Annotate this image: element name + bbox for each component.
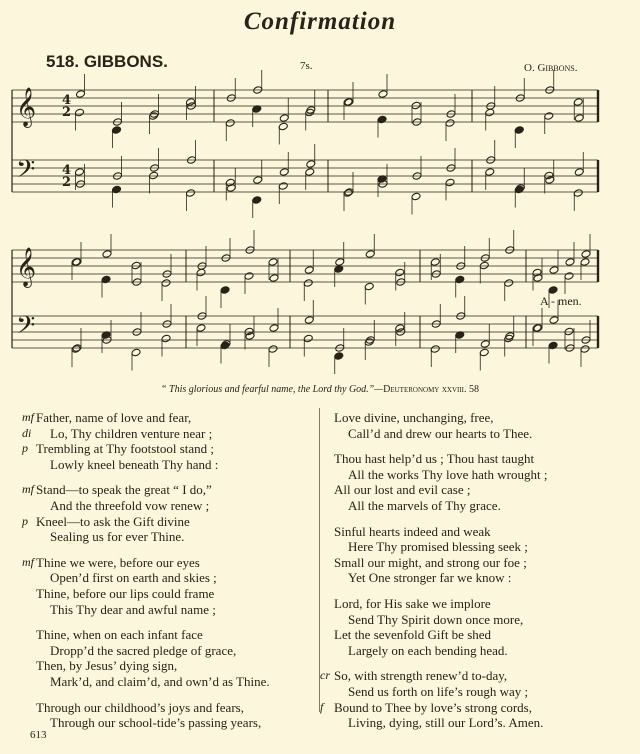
verse-text: Kneel—to ask the Gift divine — [36, 513, 190, 529]
note-head — [269, 274, 279, 283]
verse-line — [320, 426, 547, 442]
note-head — [573, 98, 583, 107]
verse-line — [22, 529, 270, 545]
verse-text: Stand—to speak the great “ I do,” — [36, 482, 212, 498]
verse-line — [320, 596, 547, 612]
verse-text: Father, name of love and fear, — [36, 410, 192, 425]
note-head — [278, 182, 288, 191]
note-head — [196, 268, 206, 277]
note-head — [196, 324, 206, 333]
verse-line — [320, 482, 547, 498]
note-head — [514, 126, 524, 135]
note-head — [305, 168, 315, 177]
note-head — [580, 258, 590, 267]
note-head — [411, 192, 421, 201]
note-head — [335, 258, 345, 267]
note-head — [455, 275, 465, 284]
verse-line — [22, 658, 270, 674]
verse-line — [22, 410, 270, 426]
note-head — [131, 348, 141, 357]
verse-line — [320, 555, 547, 571]
caption-quote: “ This glorious and fearful name, the Lord thy God.”— — [160, 384, 384, 395]
verse-text: So, with strength renew’d to-day, — [334, 668, 508, 684]
note-head — [480, 340, 490, 349]
verse-line — [320, 627, 547, 643]
verse-text: Here Thy promised blessing seek ; — [348, 539, 528, 555]
note-head — [411, 101, 421, 110]
note-head — [479, 348, 489, 357]
verse-line — [320, 467, 547, 483]
verse-text: Let the sevenfold Gift be shed — [334, 627, 492, 643]
note-head — [573, 189, 583, 198]
note-head — [549, 266, 559, 275]
amen-lyric: A - men. — [540, 294, 582, 308]
note-head — [565, 258, 575, 267]
verse-line — [320, 524, 547, 540]
note-head — [112, 126, 122, 135]
verses-right-column — [320, 410, 547, 741]
scripture-caption — [0, 384, 640, 395]
verse-line — [22, 643, 270, 659]
note-head — [253, 176, 263, 185]
time-signature-digit: 2 — [62, 175, 72, 190]
verse-text: All our lost and evil case ; — [334, 482, 471, 498]
note-head — [574, 114, 584, 123]
note-head — [149, 171, 159, 180]
verse-text: Thine, before our lips could frame — [36, 585, 215, 601]
verse-line — [320, 539, 547, 555]
note-head — [574, 168, 584, 177]
verse-text: All the works Thy love hath wrought ; — [348, 466, 548, 482]
note-head — [268, 258, 278, 267]
note-head — [252, 196, 262, 205]
tune-name: GIBBONS. — [83, 52, 168, 71]
note-head — [220, 286, 230, 295]
stanza — [22, 555, 270, 617]
hymn-number: 518. — [46, 52, 80, 71]
stanza — [320, 668, 547, 730]
verse-text: Yet One stronger far we know : — [348, 570, 512, 586]
verse-text: Call’d and drew our hearts to Thee. — [348, 425, 533, 441]
note-head — [544, 171, 554, 180]
note-head — [548, 286, 558, 295]
note-head — [225, 119, 235, 128]
page-title: Confirmation — [243, 8, 397, 35]
dynamic-mark: mf — [22, 410, 34, 424]
note-head — [306, 160, 316, 169]
dynamic-mark: mf — [22, 482, 34, 497]
note-head — [430, 345, 440, 354]
time-signature-digit: 2 — [62, 105, 72, 120]
note-head — [268, 345, 278, 354]
verse-text: Love divine, unchanging, free, — [334, 410, 494, 425]
dynamic-mark: cr — [320, 668, 330, 683]
verse-text: Send us forth on life’s rough way ; — [348, 683, 529, 699]
note-head — [220, 341, 230, 350]
dynamic-mark: p — [22, 513, 28, 528]
verse-line — [320, 570, 547, 586]
note-head — [75, 168, 85, 177]
note-head — [279, 114, 289, 123]
verse-line — [22, 586, 270, 602]
verse-line — [22, 674, 270, 690]
note-head — [75, 108, 85, 117]
verse-line — [22, 514, 270, 530]
note-head — [278, 122, 288, 131]
verse-text: Living, dying, still our Lord’s. Amen. — [348, 715, 544, 731]
note-head — [304, 266, 314, 275]
verse-text: Bound to Thee by love’s strong cords, — [334, 699, 532, 715]
note-head — [244, 327, 254, 336]
verse-text: Lo, Thy children venture near ; — [50, 425, 213, 441]
note-head — [378, 90, 388, 99]
verse-line — [320, 668, 547, 684]
note-head — [245, 332, 255, 341]
verse-line — [320, 700, 547, 716]
verse-text: Lowly kneel beneath Thy hand : — [50, 456, 219, 472]
stanza — [320, 451, 547, 513]
verse-line — [22, 602, 270, 618]
verse-text: Lord, for His sake we implore — [334, 595, 491, 611]
note-head — [430, 258, 440, 267]
note-head — [445, 178, 455, 187]
stanza — [320, 596, 547, 658]
verse-text: Sealing us for ever Thine. — [50, 529, 185, 545]
verse-text: Thine, when on each infant face — [36, 627, 203, 643]
note-head — [564, 272, 574, 281]
note-head — [365, 250, 375, 259]
verse-text: Thine we were, before our eyes — [36, 554, 200, 570]
stanza — [22, 482, 270, 544]
verse-text: Largely on each bending head. — [348, 642, 508, 658]
note-head — [564, 327, 574, 336]
verses-left-column — [22, 410, 270, 741]
verse-line — [320, 715, 547, 731]
verse-line — [22, 482, 270, 498]
verse-line — [320, 410, 547, 426]
verse-line — [22, 426, 270, 442]
stanza — [22, 410, 270, 472]
note-head — [548, 341, 558, 350]
note-head — [479, 261, 489, 270]
verse-line — [22, 627, 270, 643]
note-head — [131, 261, 141, 270]
note-head — [304, 316, 314, 325]
note-head — [364, 282, 374, 291]
composer: O. Gibbons. — [524, 62, 578, 74]
note-head — [76, 90, 86, 99]
meter: 7s. — [300, 60, 313, 72]
note-head — [549, 316, 559, 325]
verse-line — [22, 498, 270, 514]
time-signature-digit: 4 — [62, 163, 72, 178]
note-head — [303, 334, 313, 343]
stanza — [22, 700, 270, 731]
page-number: 613 — [30, 729, 47, 741]
note-head — [161, 279, 171, 288]
verse-text: Open’d first on earth and skies ; — [50, 570, 217, 586]
note-head — [279, 168, 289, 177]
verse-text: And the threefold vow renew ; — [50, 497, 210, 513]
verse-text: All the marvels of Thy grace. — [348, 497, 501, 513]
note-head — [485, 168, 495, 177]
note-head — [580, 345, 590, 354]
bass-clef: 𝄢 — [16, 155, 36, 190]
note-head — [377, 115, 387, 124]
verse-text: Small our might, and strong our foe ; — [334, 554, 527, 570]
note-head — [485, 108, 495, 117]
stanza — [320, 410, 547, 441]
note-head — [269, 324, 279, 333]
verse-line — [22, 441, 270, 457]
verse-line — [22, 555, 270, 571]
caption-reference: Deuteronomy xxviii. 58 — [383, 384, 480, 395]
verse-line — [320, 451, 547, 467]
treble-clef: 𝄞 — [16, 87, 37, 127]
note-head — [445, 119, 455, 128]
bass-clef: 𝄢 — [16, 311, 36, 346]
verse-text: This Thy dear and awful name ; — [50, 601, 216, 617]
note-head — [545, 176, 555, 185]
note-head — [101, 275, 111, 284]
verse-text: Mark’d, and claim’d, and own’d as Thine. — [50, 673, 270, 689]
dynamic-mark: f — [320, 699, 324, 714]
note-head — [244, 272, 254, 281]
note-head — [186, 189, 196, 198]
note-head — [186, 98, 196, 107]
verse-line — [22, 715, 270, 731]
stanza — [22, 627, 270, 689]
verse-text: Sinful hearts indeed and weak — [334, 523, 491, 539]
verse-text: Send Thy Spirit down once more, — [348, 611, 524, 627]
verse-line — [320, 684, 547, 700]
note-head — [514, 185, 524, 194]
note-head — [581, 250, 591, 259]
time-signature-digit: 4 — [62, 93, 72, 108]
note-head — [303, 279, 313, 288]
verse-line — [22, 570, 270, 586]
verse-text: Thou hast help’d us ; Thou hast taught — [334, 451, 535, 467]
verse-text: Through our childhood’s joys and fears, — [36, 699, 244, 715]
verse-line — [22, 457, 270, 473]
verse-text: Dropp’d the sacred pledge of grace, — [50, 642, 237, 658]
note-head — [544, 112, 554, 121]
dynamic-mark: mf — [22, 554, 34, 569]
dynamic-mark: di — [22, 425, 32, 440]
note-head — [102, 250, 112, 259]
note-head — [112, 185, 122, 194]
verse-line — [22, 700, 270, 716]
verse-line — [320, 643, 547, 659]
note-head — [161, 334, 171, 343]
note-head — [395, 324, 405, 333]
treble-clef: 𝄞 — [16, 247, 37, 287]
verse-text: Then, by Jesus’ dying sign, — [36, 658, 178, 674]
dynamic-mark: p — [22, 441, 28, 456]
note-head — [395, 268, 405, 277]
verse-line — [320, 612, 547, 628]
note-head — [504, 279, 514, 288]
verse-text: Through our school-tide’s passing years, — [50, 715, 262, 731]
verse-text: Trembling at Thy footstool stand ; — [36, 441, 215, 457]
verse-line — [320, 498, 547, 514]
note-head — [334, 352, 344, 361]
stanza — [320, 524, 547, 586]
